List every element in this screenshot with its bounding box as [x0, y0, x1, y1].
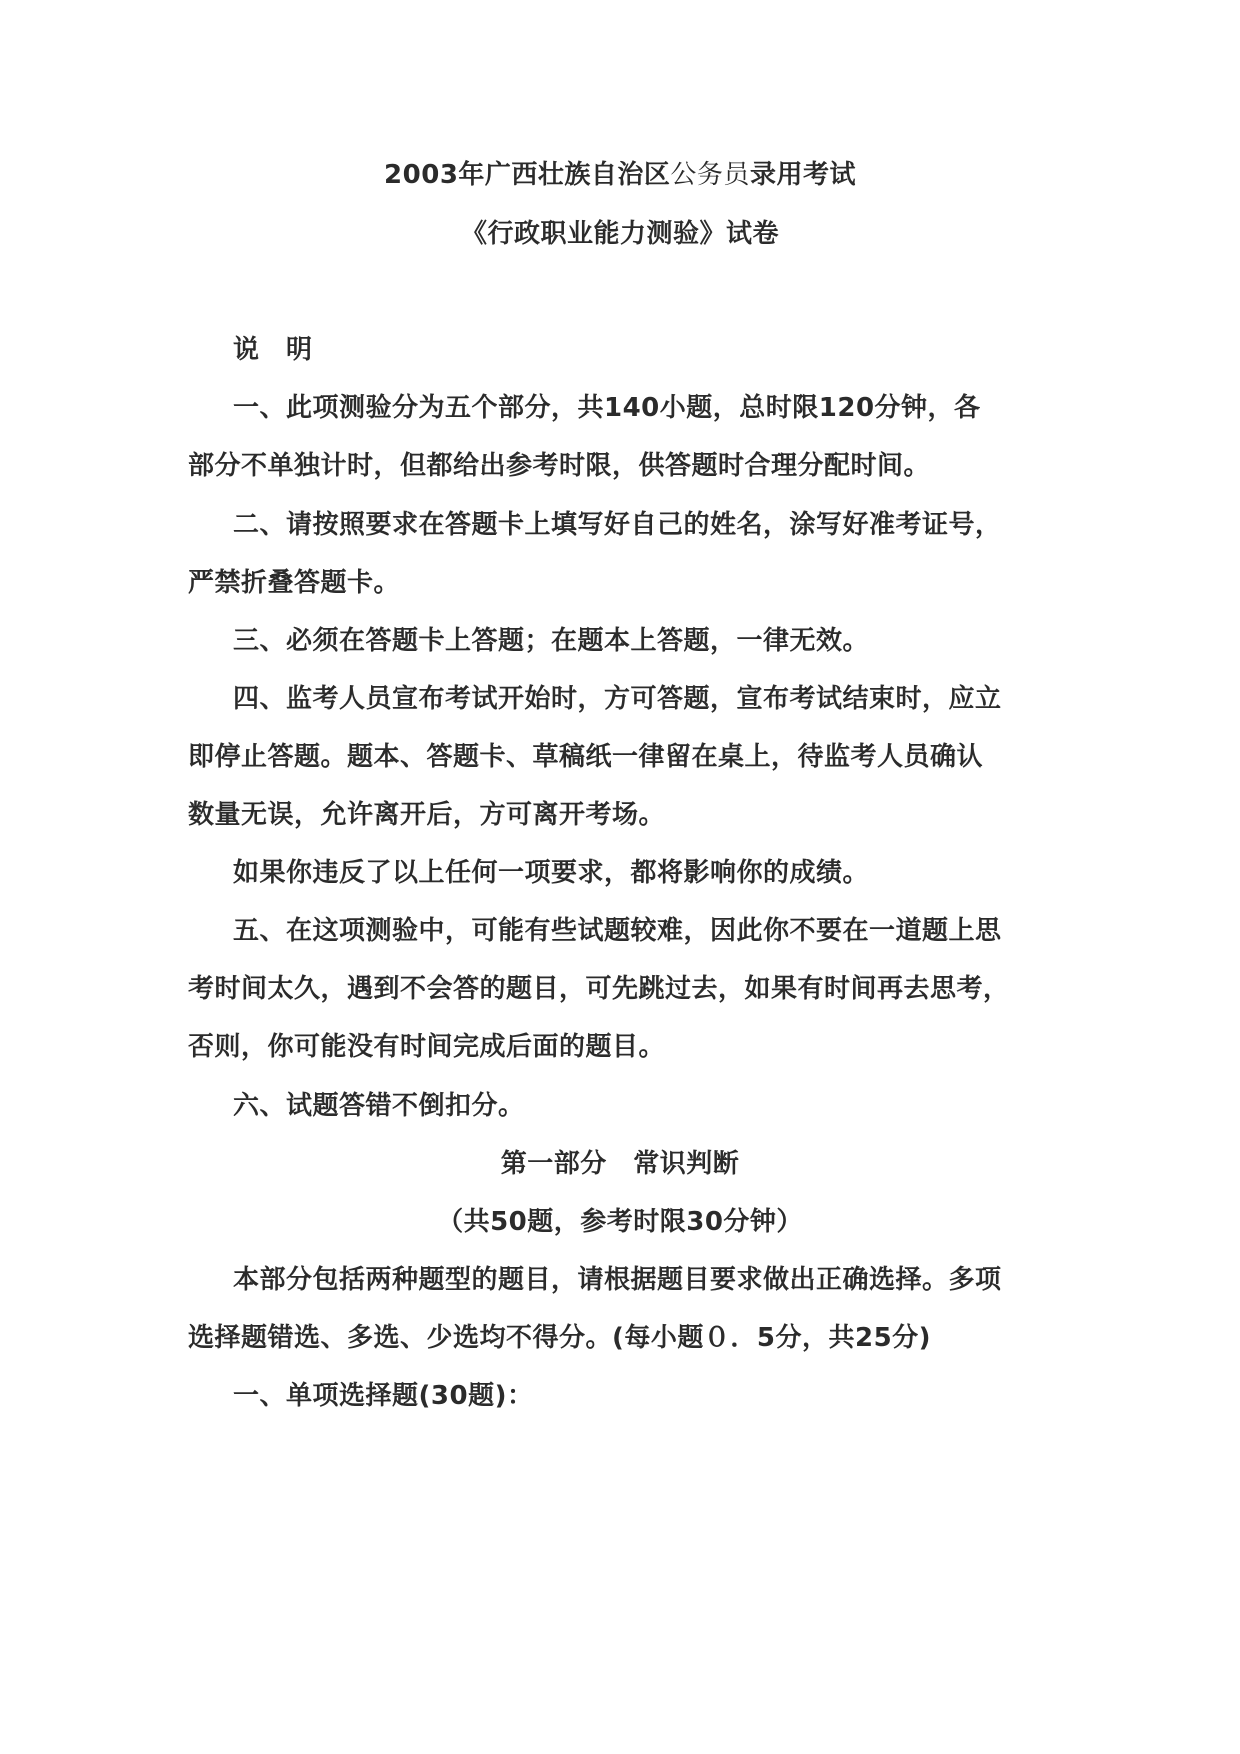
- instruction-line: 一、此项测验分为五个部分，共140小题，总时限120分钟，各: [233, 393, 981, 423]
- instruction-line: 数量无误，允许离开后，方可离开考场。: [188, 800, 666, 830]
- instruction-line: 考时间太久，遇到不会答的题目，可先跳过去，如果有时间再去思考，: [188, 974, 1010, 1004]
- document-subtitle: 《行政职业能力测验》试卷: [460, 219, 779, 249]
- section-info: （共50题，参考时限30分钟）: [437, 1207, 803, 1237]
- document-title: [0, 158, 1240, 192]
- section-line: 选择题错选、多选、少选均不得分。(每小题０．5分，共25分): [188, 1323, 932, 1353]
- instruction-line: 如果你违反了以上任何一项要求，都将影响你的成绩。: [233, 858, 870, 888]
- instruction-line: 二、请按照要求在答题卡上填写好自己的姓名，涂写好准考证号，: [233, 510, 1002, 540]
- instruction-line: 否则，你可能没有时间完成后面的题目。: [188, 1032, 666, 1062]
- instruction-line: 六、试题答错不倒扣分。: [233, 1091, 525, 1121]
- section-title: 第一部分 常识判断: [500, 1149, 740, 1179]
- title-part-1: 2003年广西壮族自治区: [384, 160, 671, 190]
- title-part-2: 公务员: [670, 160, 750, 190]
- instructions-heading: 说 明: [233, 335, 313, 365]
- instruction-line: 部分不单独计时，但都给出参考时限，供答题时合理分配时间。: [188, 451, 931, 481]
- instruction-line: 即停止答题。题本、答题卡、草稿纸一律留在桌上，待监考人员确认: [188, 742, 984, 772]
- subsection-title: 一、单项选择题(30题)：: [233, 1381, 534, 1411]
- instruction-line: 三、必须在答题卡上答题；在题本上答题，一律无效。: [233, 626, 870, 656]
- section-line: 本部分包括两种题型的题目，请根据题目要求做出正确选择。多项: [233, 1265, 1002, 1295]
- instruction-line: 四、监考人员宣布考试开始时，方可答题，宣布考试结束时，应立: [233, 684, 1002, 714]
- instruction-line: 五、在这项测验中，可能有些试题较难，因此你不要在一道题上思: [233, 916, 1002, 946]
- instruction-line: 严禁折叠答题卡。: [188, 568, 401, 598]
- title-part-3: 录用考试: [749, 160, 856, 190]
